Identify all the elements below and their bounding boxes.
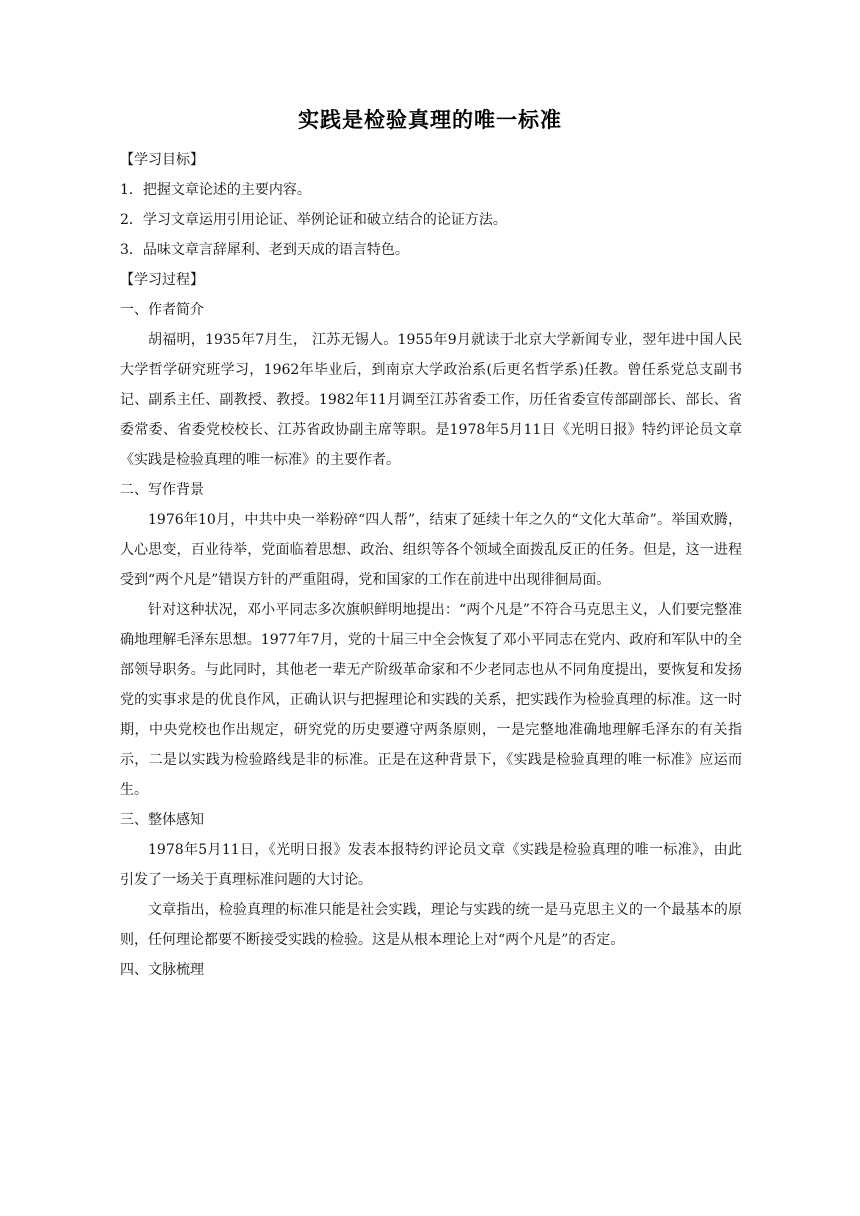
objective-item: 3．品味文章言辞犀利、老到天成的语言特色。 (120, 242, 409, 258)
section-heading-overview: 三、整体感知 (120, 812, 204, 828)
author-paragraph: 胡福明，1935年7月生， 江苏无锡人。1955年9月就读于北京大学新闻专业，翌年进中国人民大学哲学研究班学习，1962年毕业后，到南京大学政治系(后更名哲学系)任教。曾任系党总支副书记、副系主任、副教授、教授。1982年11月调至江苏省委工作，历任省委宣传部副部长、部长、省委常委、省委党校校长、江苏省政协副主席等职。是1978年5月11日《光明日报》特约评论员文章《实践是检验真理的唯一标准》的主要作者。 (120, 332, 742, 468)
background-paragraph: 1976年10月，中共中央一举粉碎“四人帮”，结束了延续十年之久的“文化大革命”。举国欢腾，人心思变，百业待举，党面临着思想、政治、组织等各个领域全面拨乱反正的任务。但是，这一进程受到“两个凡是”错误方针的严重阻碍，党和国家的工作在前进中出现徘徊局面。 (120, 512, 742, 588)
section-heading-structure: 四、文脉梳理 (120, 962, 204, 978)
overview-paragraph: 文章指出，检验真理的标准只能是社会实践，理论与实践的统一是马克思主义的一个最基本的原则，任何理论都要不断接受实践的检验。这是从根本理论上对“两个凡是”的否定。 (120, 902, 742, 948)
objective-item: 1．把握文章论述的主要内容。 (120, 182, 311, 198)
document-body (120, 145, 742, 985)
document-title: 实践是检验真理的唯一标准 (298, 108, 562, 132)
overview-paragraph: 1978年5月11日，《光明日报》发表本报特约评论员文章《实践是检验真理的唯一标准》，由此引发了一场关于真理标准问题的大讨论。 (120, 842, 742, 888)
objectives-heading: 【学习目标】 (120, 152, 204, 168)
process-heading: 【学习过程】 (120, 272, 204, 288)
objective-item: 2．学习文章运用引用论证、举例论证和破立结合的论证方法。 (120, 212, 507, 228)
section-heading-author: 一、作者简介 (120, 302, 204, 318)
background-paragraph: 针对这种状况，邓小平同志多次旗帜鲜明地提出：“两个凡是”不符合马克思主义，人们要完整准确地理解毛泽东思想。1977年7月，党的十届三中全会恢复了邓小平同志在党内、政府和军队中的全部领导职务。与此同时，其他老一辈无产阶级革命家和不少老同志也从不同角度提出，要恢复和发扬党的实事求是的优良作风，正确认识与把握理论和实践的关系，把实践作为检验真理的标准。这一时期，中央党校也作出规定，研究党的历史要遵守两条原则，一是完整地准确地理解毛泽东的有关指示，二是以实践为检验路线是非的标准。正是在这种背景下，《实践是检验真理的唯一标准》应运而生。 (120, 602, 742, 798)
section-heading-background: 二、写作背景 (120, 482, 204, 498)
